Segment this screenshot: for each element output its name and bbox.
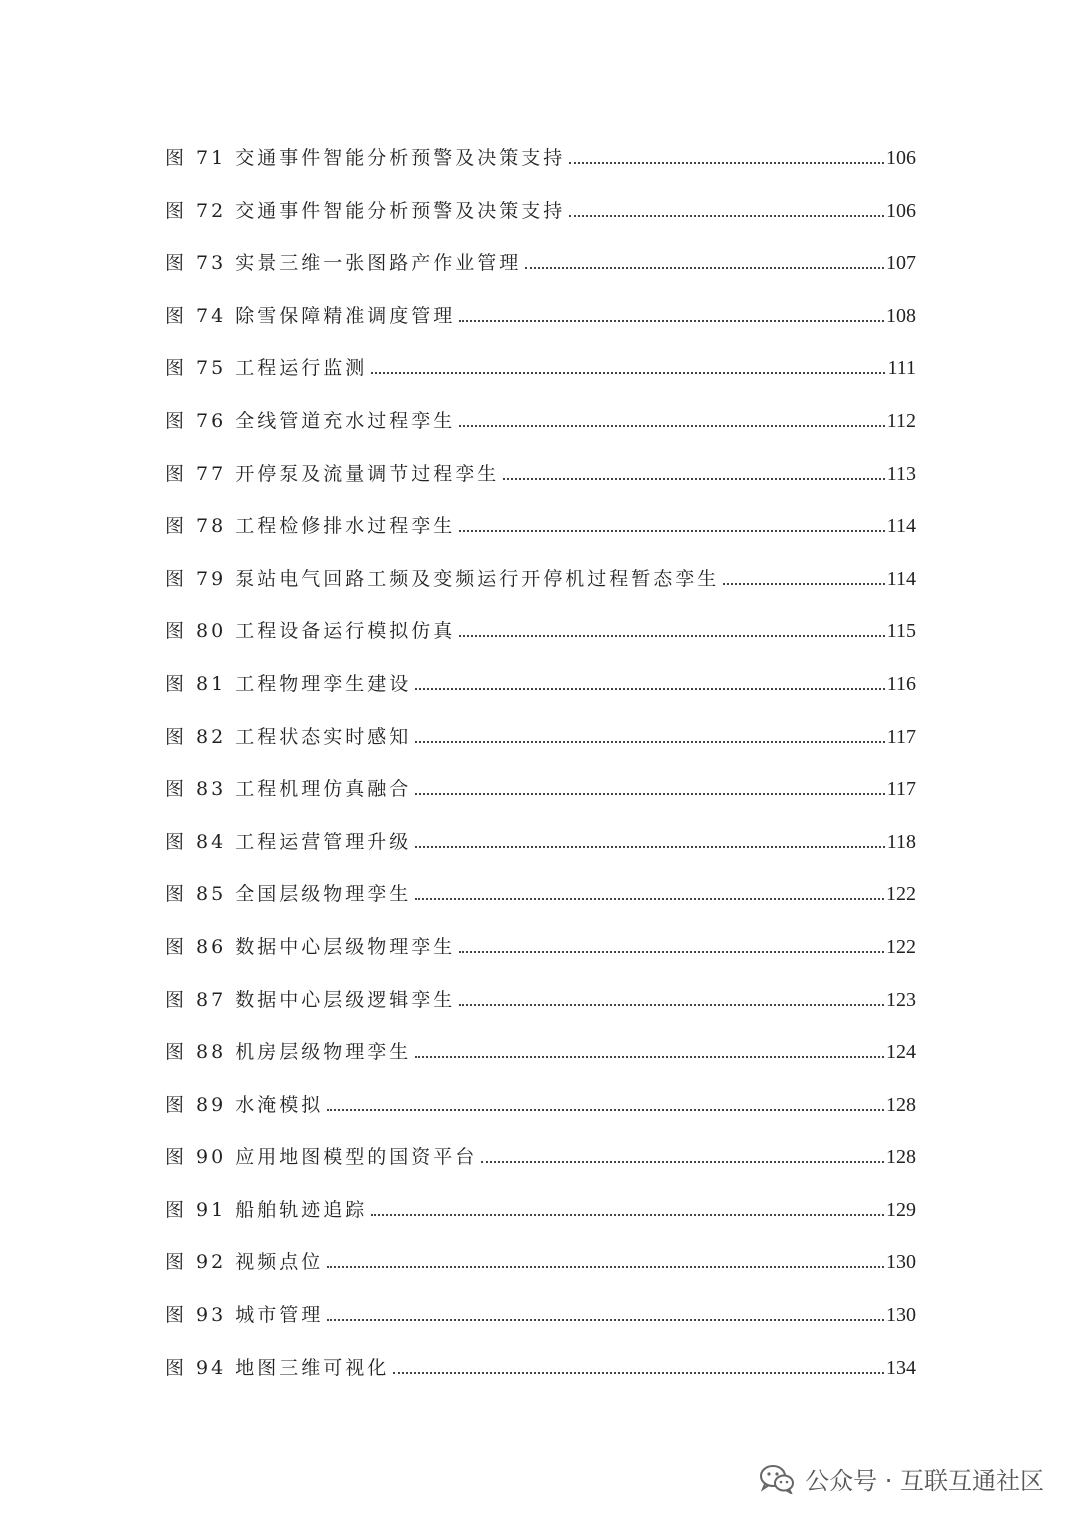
toc-entry-page: 108: [886, 304, 916, 327]
toc-entry[interactable]: [165, 509, 916, 562]
toc-entry-page: 113: [886, 462, 916, 485]
toc-entry-page: 128: [886, 1093, 916, 1116]
toc-entry-label: 图 76 全线管道充水过程孪生: [165, 409, 456, 432]
toc-entry-label: 图 72 交通事件智能分析预警及决策支持: [165, 199, 566, 222]
dot-leader: [723, 582, 884, 585]
toc-entry-page: 130: [886, 1304, 916, 1327]
wechat-icon: [759, 1464, 795, 1494]
toc-entry[interactable]: [165, 404, 916, 457]
dot-leader: [415, 687, 884, 690]
toc-entry-page: 134: [886, 1356, 916, 1379]
toc-entry-label: 图 80 工程设备运行模拟仿真: [165, 620, 456, 643]
toc-entry[interactable]: [165, 1351, 916, 1404]
toc-entry-page: 123: [886, 988, 916, 1011]
toc-entry-label: 图 84 工程运营管理升级: [165, 830, 412, 853]
toc-entry-page: 111: [887, 357, 916, 380]
dot-leader: [459, 529, 884, 532]
toc-entry-label: 图 83 工程机理仿真融合: [165, 778, 412, 801]
dot-leader: [415, 740, 884, 743]
toc-entry[interactable]: [165, 720, 916, 773]
dot-leader: [569, 214, 884, 217]
toc-entry-label: 图 93 城市管理: [165, 1304, 324, 1327]
toc-entry-page: 114: [886, 515, 916, 538]
toc-entry-label: 图 81 工程物理孪生建设: [165, 672, 412, 695]
toc-entry-page: 112: [886, 409, 916, 432]
toc-entry-label: 图 89 水淹模拟: [165, 1093, 324, 1116]
toc-entry-label: 图 92 视频点位: [165, 1251, 324, 1274]
toc-entry-label: 图 73 实景三维一张图路产作业管理: [165, 252, 522, 275]
toc-entry[interactable]: [165, 983, 916, 1036]
toc-entry[interactable]: [165, 562, 916, 615]
toc-entry-label: 图 78 工程检修排水过程孪生: [165, 515, 456, 538]
toc-entry[interactable]: [165, 1035, 916, 1088]
dot-leader: [371, 1213, 884, 1216]
toc-entry[interactable]: [165, 825, 916, 878]
toc-entry-label: 图 91 船舶轨迹追踪: [165, 1198, 368, 1221]
toc-entry-label: 图 75 工程运行监测: [165, 357, 368, 380]
toc-entry-page: 116: [886, 672, 916, 695]
toc-entry-label: 图 86 数据中心层级物理孪生: [165, 935, 456, 958]
table-of-figures: [165, 141, 916, 1403]
toc-entry-page: 117: [886, 778, 916, 801]
dot-leader: [327, 1108, 884, 1111]
dot-leader: [503, 477, 884, 480]
toc-entry-label: 图 82 工程状态实时感知: [165, 725, 412, 748]
toc-entry-page: 122: [886, 883, 916, 906]
toc-entry-label: 图 88 机房层级物理孪生: [165, 1041, 412, 1064]
dot-leader: [459, 634, 884, 637]
toc-entry-page: 124: [886, 1041, 916, 1064]
toc-entry[interactable]: [165, 351, 916, 404]
toc-entry[interactable]: [165, 667, 916, 720]
dot-leader: [459, 1003, 884, 1006]
toc-entry-page: 117: [886, 725, 916, 748]
toc-entry[interactable]: [165, 614, 916, 667]
toc-entry[interactable]: [165, 194, 916, 247]
toc-entry[interactable]: [165, 299, 916, 352]
dot-leader: [371, 371, 885, 374]
toc-entry-page: 115: [886, 620, 916, 643]
toc-entry[interactable]: [165, 1298, 916, 1351]
dot-leader: [327, 1265, 884, 1268]
dot-leader: [481, 1160, 884, 1163]
toc-entry-page: 129: [886, 1198, 916, 1221]
toc-entry[interactable]: [165, 930, 916, 983]
toc-entry-page: 118: [886, 830, 916, 853]
toc-entry[interactable]: [165, 141, 916, 194]
toc-entry[interactable]: [165, 457, 916, 510]
dot-leader: [415, 1055, 884, 1058]
dot-leader: [393, 1371, 884, 1374]
toc-entry[interactable]: [165, 246, 916, 299]
dot-leader: [327, 1318, 884, 1321]
toc-entry-label: 图 79 泵站电气回路工频及变频运行开停机过程暂态孪生: [165, 567, 720, 590]
dot-leader: [569, 161, 884, 164]
toc-entry[interactable]: [165, 1245, 916, 1298]
toc-entry-label: 图 90 应用地图模型的国资平台: [165, 1146, 478, 1169]
toc-entry[interactable]: [165, 1193, 916, 1246]
toc-entry-page: 106: [886, 199, 916, 222]
dot-leader: [459, 424, 884, 427]
toc-entry-label: 图 77 开停泵及流量调节过程孪生: [165, 462, 500, 485]
toc-entry-page: 114: [886, 567, 916, 590]
toc-entry[interactable]: [165, 1140, 916, 1193]
toc-entry-label: 图 74 除雪保障精准调度管理: [165, 304, 456, 327]
toc-entry[interactable]: [165, 877, 916, 930]
toc-entry[interactable]: [165, 1088, 916, 1141]
toc-entry-label: 图 71 交通事件智能分析预警及决策支持: [165, 147, 566, 169]
dot-leader: [415, 845, 884, 848]
toc-entry-label: 图 85 全国层级物理孪生: [165, 883, 412, 906]
toc-entry-page: 128: [886, 1146, 916, 1169]
toc-entry-label: 图 87 数据中心层级逻辑孪生: [165, 988, 456, 1011]
watermark-text: 公众号 · 互联互通社区: [805, 1467, 1044, 1495]
toc-entry[interactable]: [165, 772, 916, 825]
toc-entry-page: 122: [886, 935, 916, 958]
toc-entry-page: 106: [886, 147, 916, 169]
toc-entry-page: 107: [886, 252, 916, 275]
toc-entry-page: 130: [886, 1251, 916, 1274]
dot-leader: [459, 950, 884, 953]
dot-leader: [459, 319, 884, 322]
dot-leader: [525, 266, 884, 269]
dot-leader: [415, 897, 884, 900]
dot-leader: [415, 792, 884, 795]
watermark: [759, 1461, 1044, 1496]
toc-entry-label: 图 94 地图三维可视化: [165, 1356, 390, 1379]
